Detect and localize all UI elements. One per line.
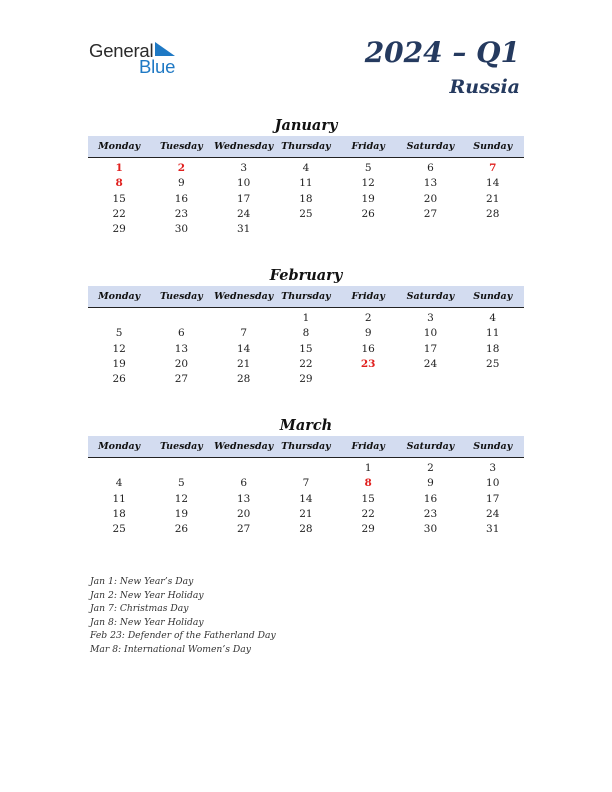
date-cell: 8 [302, 327, 310, 340]
date-cell: 20 [423, 192, 438, 205]
date-cell: 9 [178, 177, 185, 190]
week-row [88, 311, 524, 326]
weekday-label: Sunday [473, 291, 513, 302]
date-cell: 9 [364, 327, 372, 340]
month-calendar-january [88, 116, 524, 237]
weekday-label: Saturday [406, 291, 455, 302]
weekday-header-row [88, 136, 524, 158]
date-cell: 3 [489, 462, 497, 474]
date-cell: 12 [112, 342, 126, 355]
date-cell: 22 [299, 357, 313, 370]
date-cell: 3 [240, 162, 247, 174]
date-cell: 16 [174, 192, 189, 205]
date-cell: 30 [423, 523, 438, 536]
weekday-label: Saturday [406, 141, 455, 152]
date-cell [150, 311, 212, 326]
date-cell: 16 [423, 492, 438, 505]
weekday-label: Tuesday [159, 141, 203, 152]
date-cell: 22 [361, 507, 375, 520]
date-cell: 21 [486, 192, 500, 205]
date-cell: 9 [427, 477, 434, 490]
weekday-header-row [88, 436, 524, 458]
weekday-label: Thursday [281, 291, 331, 302]
week-row [88, 461, 524, 476]
date-cell [462, 222, 524, 237]
date-cell: 14 [299, 492, 313, 505]
date-cell: 14 [236, 342, 251, 355]
date-cell: 17 [486, 492, 500, 505]
week-row [88, 522, 524, 537]
weekday-label: Wednesday [214, 441, 274, 452]
holiday-date-cell: 1 [115, 162, 123, 174]
week-row [88, 222, 524, 237]
date-cell: 1 [364, 462, 372, 474]
weekday-label: Thursday [281, 141, 331, 152]
holiday-date-cell: 7 [489, 162, 497, 174]
weekday-label: Tuesday [159, 441, 203, 452]
weekday-label: Monday [98, 441, 141, 452]
holiday-note: Mar 8: International Women’s Day [90, 643, 251, 655]
date-cell: 5 [178, 477, 185, 490]
page-title: 2024 – Q1 [364, 36, 520, 69]
date-cell: 12 [361, 177, 375, 190]
date-cell: 25 [112, 523, 126, 536]
date-cell: 27 [423, 207, 438, 220]
date-cell: 7 [240, 327, 247, 340]
holiday-note: Jan 7: Christmas Day [90, 603, 189, 615]
date-cell: 17 [236, 192, 251, 205]
date-cell: 20 [236, 507, 251, 520]
weekday-label: Tuesday [159, 291, 203, 302]
week-row [88, 492, 524, 507]
holiday-note: Feb 23: Defender of the Fatherland Day [90, 630, 276, 642]
weekday-header-row [88, 286, 524, 308]
date-cell [462, 372, 524, 387]
date-cell: 6 [240, 477, 247, 490]
date-cell: 10 [423, 327, 438, 340]
date-cell [213, 461, 275, 476]
month-calendar-february [88, 266, 524, 387]
date-cell: 30 [174, 223, 189, 236]
month-name: March [279, 417, 333, 434]
date-cell: 19 [112, 357, 126, 370]
date-cell: 13 [423, 177, 438, 190]
date-cell: 23 [174, 207, 189, 220]
date-cell: 29 [112, 223, 126, 236]
date-cell: 5 [364, 162, 372, 174]
date-cell: 21 [299, 507, 313, 520]
date-cell: 11 [486, 327, 500, 340]
date-cell [337, 222, 399, 237]
date-cell: 25 [486, 357, 500, 370]
weekday-label: Sunday [473, 141, 513, 152]
week-row [88, 161, 524, 176]
date-cell [275, 222, 337, 237]
date-cell: 26 [174, 523, 189, 536]
date-cell: 1 [302, 312, 310, 324]
month-name: February [269, 267, 343, 284]
weekday-label: Wednesday [214, 291, 274, 302]
date-cell: 28 [299, 523, 313, 536]
holiday-note: Jan 8: New Year Holiday [90, 616, 204, 628]
holiday-date-cell: 2 [177, 162, 186, 174]
week-row [88, 342, 524, 357]
week-row [88, 357, 524, 372]
date-cell: 18 [112, 507, 126, 520]
holiday-date-cell: 8 [364, 477, 372, 490]
date-cell: 17 [423, 342, 438, 355]
date-cell: 13 [174, 342, 189, 355]
date-cell: 24 [236, 207, 251, 220]
date-cell: 26 [361, 207, 375, 220]
date-cell: 5 [115, 327, 123, 340]
date-cell [213, 311, 275, 326]
weekday-label: Sunday [473, 441, 513, 452]
date-cell: 27 [236, 523, 251, 536]
date-cell: 21 [236, 357, 251, 370]
holiday-list [90, 575, 276, 657]
date-cell: 2 [427, 462, 434, 474]
date-cell: 27 [174, 373, 189, 386]
date-cell: 22 [112, 207, 126, 220]
date-cell: 23 [423, 507, 438, 520]
date-cell: 31 [236, 223, 251, 236]
date-cell [337, 372, 399, 387]
date-cell [88, 311, 150, 326]
weekday-label: Monday [98, 141, 141, 152]
date-cell: 7 [302, 477, 310, 490]
date-cell: 29 [299, 373, 313, 386]
weekday-label: Friday [351, 291, 385, 302]
date-cell: 28 [236, 373, 251, 386]
date-cell: 4 [302, 162, 310, 174]
date-cell: 15 [361, 492, 375, 505]
date-cell: 14 [486, 177, 500, 190]
date-cell: 2 [364, 312, 372, 324]
date-cell: 24 [423, 357, 438, 370]
date-cell: 16 [361, 342, 375, 355]
date-cell: 26 [112, 373, 126, 386]
weekday-label: Monday [98, 291, 141, 302]
weekday-label: Friday [351, 141, 385, 152]
date-cell: 6 [427, 162, 434, 174]
week-row [88, 476, 524, 491]
holiday-note: Jan 2: New Year Holiday [90, 589, 204, 601]
holiday-note: Jan 1: New Year’s Day [90, 576, 194, 587]
date-cell: 3 [427, 312, 434, 324]
date-cell: 31 [486, 523, 500, 536]
date-cell: 6 [178, 327, 185, 340]
logo-text-general: General [89, 40, 154, 61]
week-row [88, 372, 524, 387]
week-row [88, 507, 524, 522]
date-cell: 28 [486, 207, 500, 220]
week-row [88, 176, 524, 191]
date-cell [399, 222, 461, 237]
date-cell: 13 [236, 492, 251, 505]
date-cell: 19 [174, 507, 189, 520]
holiday-date-cell: 8 [115, 177, 123, 190]
brand-logo [89, 40, 189, 76]
date-cell: 15 [112, 192, 126, 205]
date-cell [150, 461, 212, 476]
month-calendar-march [88, 416, 524, 537]
date-cell: 11 [112, 492, 126, 505]
date-cell: 20 [174, 357, 189, 370]
date-cell: 11 [299, 177, 313, 190]
date-cell: 15 [299, 342, 313, 355]
date-cell: 12 [174, 492, 189, 505]
weekday-label: Friday [351, 441, 385, 452]
date-cell: 25 [299, 207, 313, 220]
date-cell: 4 [489, 312, 497, 324]
date-cell: 24 [486, 507, 500, 520]
date-cell: 18 [299, 192, 313, 205]
week-row [88, 326, 524, 341]
date-cell: 29 [361, 523, 375, 536]
date-cell [275, 461, 337, 476]
weekday-label: Saturday [406, 441, 455, 452]
date-cell: 18 [486, 342, 500, 355]
date-cell: 19 [361, 192, 375, 205]
country-subtitle: Russia [449, 76, 520, 98]
date-cell: 4 [115, 477, 123, 490]
month-name: January [274, 117, 338, 134]
week-row [88, 207, 524, 222]
date-cell: 10 [486, 477, 500, 490]
weekday-label: Thursday [281, 441, 331, 452]
week-row [88, 192, 524, 207]
date-cell: 10 [236, 177, 251, 190]
weekday-label: Wednesday [214, 141, 274, 152]
holiday-date-cell: 23 [360, 357, 376, 370]
date-cell [88, 461, 150, 476]
logo-text-blue: Blue [139, 56, 176, 77]
date-cell [399, 372, 461, 387]
